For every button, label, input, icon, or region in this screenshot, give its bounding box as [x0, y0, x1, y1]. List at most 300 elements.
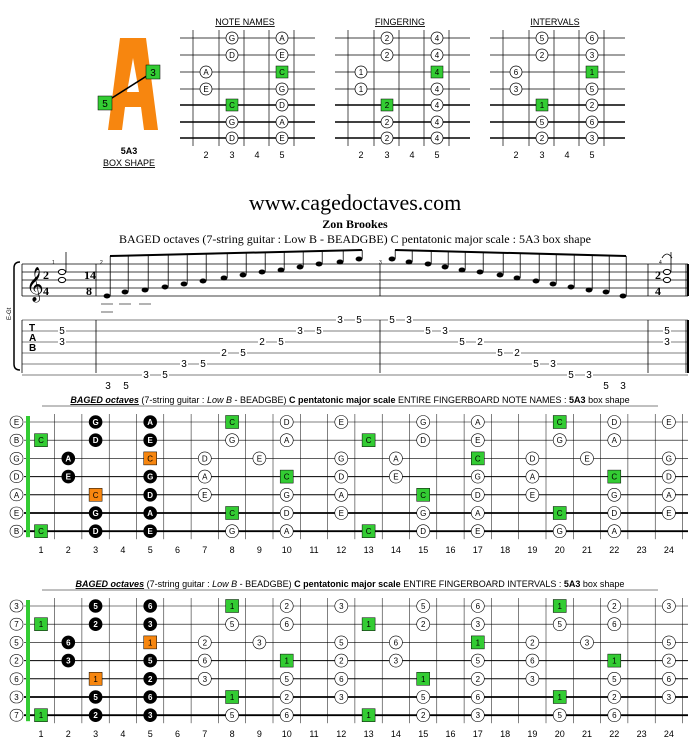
note-label: 6 [513, 68, 519, 77]
note-label: E [147, 527, 153, 537]
note-label: 1 [229, 693, 235, 702]
tab-number: 5 [200, 359, 206, 370]
half-note-head [663, 269, 670, 274]
note-label: C [229, 418, 235, 427]
note-label: 2 [420, 620, 426, 630]
note-label: G [420, 418, 427, 427]
note-label: E [475, 436, 481, 446]
note-head [337, 260, 344, 265]
note-label: 2 [93, 620, 98, 630]
diagram-title: INTERVALS [530, 17, 580, 27]
note-label: G [665, 454, 673, 464]
subtitle: BAGED octaves (7-string guitar : Low B - BEADGBE) C pentatonic major scale : 5A3 box shape [119, 232, 591, 246]
tab-number: 3 [105, 381, 111, 392]
fret-number: 9 [256, 729, 262, 740]
open-string-label: 3 [14, 602, 19, 611]
note-label: 2 [539, 134, 545, 143]
diagram-title: NOTE NAMES [215, 17, 275, 27]
fret-number: 20 [554, 729, 565, 740]
fret-number: 6 [174, 545, 181, 556]
fret-number: 8 [229, 545, 235, 556]
chord-diagrams [180, 17, 625, 160]
note-label: 2 [384, 101, 390, 110]
shape-code: 5A3 [120, 146, 138, 156]
fingerboard-header: BAGED octaves (7-string guitar : Low B - BEADGBE) C pentatonic major scale ENTIRE FINGERBOARD NOTE NAMES : 5A3 box shape [70, 395, 630, 405]
note-label: 3 [257, 638, 262, 648]
note-label: E [393, 472, 399, 482]
note-label: C [420, 490, 427, 500]
note-label: 2 [420, 711, 426, 721]
fret-number: 13 [363, 729, 374, 740]
note-label: 2 [589, 101, 595, 110]
note-head [240, 273, 247, 278]
site-title: www.cagedoctaves.com [248, 190, 462, 215]
note-head [459, 268, 466, 273]
note-label: E [279, 51, 285, 60]
note-head [620, 294, 627, 299]
note-head [533, 279, 540, 284]
note-label: 3 [66, 656, 71, 666]
note-label: A [666, 490, 672, 500]
note-label: 6 [475, 693, 481, 702]
note-label: C [38, 436, 44, 446]
note-label: A [475, 509, 481, 518]
note-label: 2 [384, 34, 390, 43]
measure-number: 2 [100, 260, 103, 266]
time-signature: 8 [86, 284, 92, 298]
nut [26, 600, 30, 721]
fingerboard-note-names [10, 395, 688, 555]
diagram-note-names [180, 17, 315, 160]
note-label: A [203, 68, 209, 77]
open-string-label: E [13, 509, 20, 518]
note-label: E [666, 418, 672, 427]
note-label: 6 [147, 693, 153, 702]
note-head [425, 262, 432, 267]
note-label: 3 [339, 693, 344, 702]
note-label: G [338, 454, 345, 464]
note-label: D [338, 472, 345, 482]
logo-finger-b: 5 [102, 99, 108, 110]
tab-number: 5 [356, 315, 362, 326]
fret-number: 19 [527, 729, 538, 740]
tab-number: 5 [59, 326, 65, 337]
note-label: A [279, 118, 285, 127]
fret-number: 16 [445, 545, 456, 556]
note-label: 2 [202, 638, 208, 648]
note-label: 2 [284, 602, 289, 611]
note-label: D [666, 472, 672, 482]
diagram-fret-number: 5 [434, 150, 440, 160]
note-head [278, 268, 285, 273]
note-head [356, 257, 363, 262]
tab-number: 3 [664, 337, 670, 348]
tab-number: 3 [550, 359, 556, 370]
note-label: 5 [93, 693, 98, 702]
note-label: E [666, 509, 672, 518]
note-label: 2 [284, 693, 289, 702]
note-label: 5 [475, 656, 481, 666]
tab-number: 5 [425, 326, 431, 337]
tab-number: 5 [162, 370, 168, 381]
note-label: 1 [589, 68, 595, 77]
note-label: G [228, 118, 236, 127]
note-label: E [529, 490, 536, 500]
note-label: 1 [612, 656, 617, 666]
note-label: 5 [539, 34, 545, 43]
note-head [181, 282, 188, 287]
tab-number: 3 [586, 370, 592, 381]
note-label: E [202, 490, 208, 500]
tab-number: 3 [337, 315, 343, 326]
fret-number: 17 [472, 729, 483, 740]
note-label: G [556, 436, 563, 446]
shape-caption: BOX SHAPE [102, 158, 156, 168]
note-label: 6 [284, 711, 289, 721]
note-label: 5 [589, 85, 595, 94]
note-label: C [365, 436, 372, 446]
diagram-fret-number: 3 [539, 150, 545, 160]
fret-number: 17 [472, 545, 483, 556]
fret-number: 16 [445, 729, 456, 740]
note-label: G [420, 509, 427, 518]
tab-number: 5 [603, 381, 609, 392]
diagram-fret-number: 3 [384, 150, 390, 160]
note-label: G [611, 490, 618, 500]
diagram-fret-number: 5 [589, 150, 595, 160]
note-label: 6 [612, 620, 617, 630]
instrument-label: E-Gt [7, 307, 13, 320]
note-label: 6 [393, 638, 399, 648]
note-label: E [65, 472, 71, 482]
beam [395, 250, 626, 256]
notation-staff [7, 250, 688, 392]
note-label: 6 [612, 711, 617, 721]
note-label: C [556, 418, 563, 427]
note-label: 3 [393, 656, 399, 666]
time-signature: 4 [655, 284, 661, 298]
note-label: A [475, 418, 481, 427]
note-label: D [201, 454, 208, 464]
diagram-fret-number: 5 [279, 150, 285, 160]
tab-clef-letter: B [29, 343, 37, 354]
note-label: 1 [366, 620, 371, 630]
note-label: G [556, 527, 563, 537]
note-label: 5 [229, 711, 235, 721]
note-label: G [228, 436, 236, 446]
note-label: 5 [557, 711, 562, 721]
note-label: 4 [434, 134, 440, 143]
note-label: E [279, 134, 285, 143]
tab-number: 5 [568, 370, 574, 381]
diagram-fret-number: 3 [229, 150, 235, 160]
note-label: 1 [366, 711, 371, 721]
note-label: E [338, 418, 344, 427]
note-label: 6 [339, 674, 344, 684]
time-signature: 2 [43, 268, 49, 282]
fret-number: 22 [609, 545, 620, 556]
fret-number: 14 [390, 545, 401, 556]
note-label: D [529, 454, 536, 464]
fret-number: 2 [65, 729, 71, 740]
tab-number: 2 [514, 348, 520, 359]
tab-number: 5 [497, 348, 503, 359]
tab-number: 2 [477, 337, 483, 348]
note-label: 6 [147, 602, 153, 611]
fret-number: 13 [363, 545, 374, 556]
note-label: 1 [420, 674, 426, 684]
fret-number: 10 [281, 545, 292, 556]
note-head [477, 270, 484, 275]
note-label: 6 [475, 602, 481, 611]
note-label: C [279, 68, 285, 77]
fret-number: 3 [93, 729, 99, 740]
fret-number: 12 [336, 545, 347, 556]
note-label: 5 [284, 674, 289, 684]
note-label: 5 [339, 638, 344, 648]
note-label: 2 [475, 674, 481, 684]
note-label: 2 [384, 51, 390, 60]
note-label: G [92, 509, 99, 518]
note-label: E [203, 85, 209, 94]
open-string-label: E [13, 418, 20, 427]
logo-finger-a: 3 [150, 68, 156, 79]
measure-number: 1 [52, 260, 55, 266]
fret-number: 24 [663, 545, 674, 556]
note-label: 5 [539, 118, 545, 127]
diagram-fret-number: 2 [358, 150, 364, 160]
note-label: 2 [147, 674, 153, 684]
note-label: 3 [589, 51, 595, 60]
note-label: C [474, 454, 481, 464]
tab-number: 5 [459, 337, 465, 348]
note-label: D [420, 527, 427, 537]
fret-number: 11 [309, 729, 319, 740]
tab-number: 5 [389, 315, 395, 326]
open-string-label: 3 [14, 693, 19, 702]
diagram-fret-number: 4 [409, 150, 415, 160]
note-label: 1 [358, 68, 364, 77]
note-label: 1 [539, 101, 545, 110]
note-label: C [365, 527, 372, 537]
note-label: A [284, 527, 290, 537]
fret-number: 21 [581, 545, 593, 556]
note-label: 3 [202, 674, 208, 684]
fret-number: 2 [65, 545, 71, 556]
note-head [497, 273, 504, 278]
note-label: 5 [420, 602, 426, 611]
note-label: 2 [539, 51, 545, 60]
note-label: 1 [475, 638, 481, 648]
note-label: 6 [589, 34, 595, 43]
measure-number: 4 [659, 260, 662, 266]
open-string-label: B [13, 527, 20, 537]
diagram-fret-number: 2 [203, 150, 209, 160]
tab-number: 3 [406, 315, 412, 326]
note-label: 2 [339, 656, 344, 666]
time-signature: 14 [84, 268, 96, 282]
open-string-label: G [13, 454, 20, 464]
note-label: 2 [612, 693, 617, 702]
note-label: D [229, 134, 235, 143]
diagram-fret-number: 4 [254, 150, 260, 160]
tab-number: 2 [259, 337, 265, 348]
note-label: 3 [666, 693, 672, 702]
fret-number: 23 [636, 545, 647, 556]
note-label: 2 [666, 656, 672, 666]
fret-number: 23 [636, 729, 647, 740]
time-signature: 4 [43, 284, 49, 298]
note-label: 6 [589, 118, 595, 127]
note-label: D [611, 509, 618, 518]
open-string-label: 2 [14, 656, 19, 666]
open-string-label: 5 [14, 638, 19, 648]
half-note-head [58, 277, 65, 282]
note-label: 4 [434, 68, 440, 77]
fret-number: 4 [120, 729, 126, 740]
note-label: E [475, 527, 481, 537]
note-label: 6 [284, 620, 289, 630]
tab-clef-letter: A [29, 333, 37, 344]
note-label: A [284, 436, 290, 446]
note-label: 6 [66, 638, 71, 648]
fret-number: 15 [418, 729, 429, 740]
note-label: D [611, 418, 618, 427]
note-label: D [92, 527, 99, 537]
tab-number: 3 [297, 326, 303, 337]
note-head [316, 262, 323, 267]
fret-number: 11 [309, 545, 319, 556]
note-label: 2 [612, 602, 617, 611]
tab-number: 3 [442, 326, 448, 337]
tab-number: 5 [664, 326, 670, 337]
note-label: 5 [557, 620, 562, 630]
note-label: C [611, 472, 618, 482]
note-label: 1 [557, 693, 562, 702]
tab-number: 5 [316, 326, 322, 337]
note-label: C [556, 509, 563, 518]
note-label: D [279, 101, 285, 110]
open-string-label: 7 [14, 711, 19, 721]
fret-number: 19 [527, 545, 538, 556]
note-label: A [147, 509, 154, 518]
note-label: 5 [612, 674, 617, 684]
fret-number: 22 [609, 729, 620, 740]
note-label: G [283, 490, 290, 500]
measure-number: 3 [379, 260, 382, 266]
note-label: 1 [147, 638, 153, 648]
note-label: 4 [434, 85, 440, 94]
box-shape-logo [98, 38, 160, 168]
open-string-label: D [13, 472, 20, 482]
fret-number: 4 [120, 545, 126, 556]
note-label: 5 [93, 602, 98, 611]
fret-number: 15 [418, 545, 429, 556]
fret-number: 21 [581, 729, 593, 740]
fret-number: 3 [93, 545, 99, 556]
note-label: 3 [589, 134, 595, 143]
note-label: 6 [530, 656, 535, 666]
note-label: A [611, 436, 617, 446]
note-label: 3 [584, 638, 590, 648]
note-label: 2 [384, 134, 390, 143]
note-label: D [92, 436, 99, 446]
note-label: 3 [147, 620, 153, 630]
note-head [603, 290, 610, 295]
note-head [389, 257, 396, 262]
note-label: D [229, 51, 235, 60]
note-label: 2 [530, 638, 535, 648]
note-label: 1 [358, 85, 364, 94]
note-label: D [283, 418, 290, 427]
note-head [297, 265, 304, 270]
note-label: G [228, 527, 236, 537]
open-string-label: 6 [14, 674, 19, 684]
fret-number: 18 [500, 729, 511, 740]
note-head [122, 290, 129, 295]
fret-number: 18 [500, 545, 511, 556]
fret-number: 8 [229, 729, 235, 740]
fret-number: 14 [390, 729, 401, 740]
note-label: 1 [38, 711, 44, 721]
tab-clef-letter: T [29, 323, 36, 334]
diagram-fingering [335, 17, 470, 160]
fret-number: 5 [147, 545, 153, 556]
note-label: 4 [434, 101, 440, 110]
note-label: 2 [384, 118, 390, 127]
diagram-title: FINGERING [374, 17, 426, 27]
note-label: D [147, 490, 154, 500]
note-label: C [229, 101, 235, 110]
note-label: 1 [93, 674, 98, 684]
note-label: G [92, 418, 99, 427]
note-label: A [279, 34, 285, 43]
tab-number: 3 [181, 359, 187, 370]
beam [110, 250, 362, 256]
note-head [568, 285, 575, 290]
diagram-intervals [490, 17, 625, 160]
note-label: 3 [513, 85, 519, 94]
note-label: G [474, 472, 481, 482]
note-label: 3 [339, 602, 344, 611]
fingerboard-header: BAGED octaves (7-string guitar : Low B - BEADGBE) C pentatonic major scale ENTIRE FINGERBOARD INTERVALS : 5A3 box shape [75, 579, 625, 589]
tab-number: 5 [123, 381, 129, 392]
open-string-label: B [13, 436, 20, 446]
fret-number: 10 [281, 729, 292, 740]
note-label: 3 [666, 602, 672, 611]
fret-number: 1 [38, 729, 44, 740]
fingerboard-intervals [10, 579, 688, 739]
note-label: 5 [229, 620, 235, 630]
tab-number: 3 [59, 337, 65, 348]
note-label: 1 [229, 602, 235, 611]
fret-number: 5 [147, 729, 153, 740]
treble-clef-icon: 𝄞 [26, 268, 44, 301]
note-label: C [38, 527, 44, 537]
note-label: 6 [666, 674, 672, 684]
fret-number: 12 [336, 729, 347, 740]
note-label: E [338, 509, 344, 518]
tab-number: 5 [278, 337, 284, 348]
author: Zon Brookes [322, 217, 388, 231]
note-label: 3 [475, 620, 481, 630]
tab-number: 5 [240, 348, 246, 359]
system-bracket [14, 262, 20, 370]
note-label: 1 [557, 602, 562, 611]
diagram-fret-number: 4 [564, 150, 570, 160]
note-head [104, 294, 111, 299]
note-label: C [283, 472, 290, 482]
